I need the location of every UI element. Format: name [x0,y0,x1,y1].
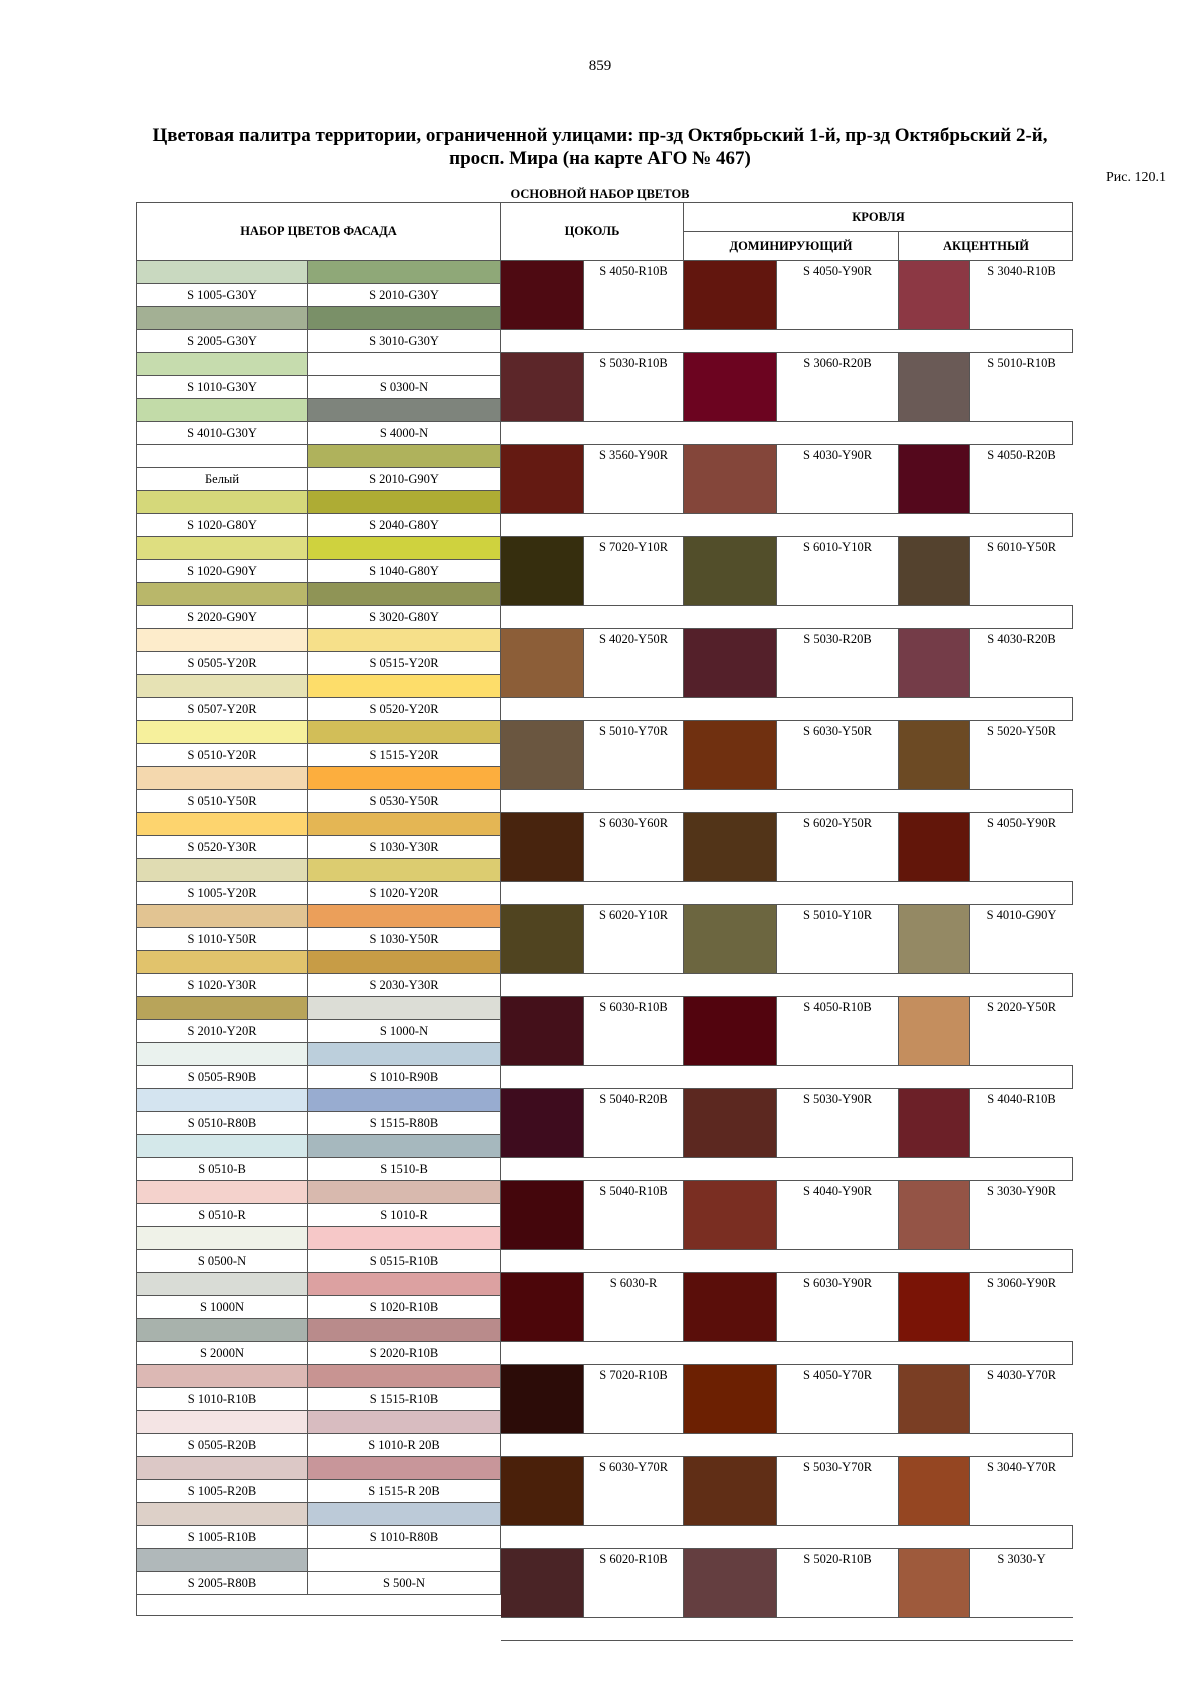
dominant-code: S 6020-Y50R [777,813,899,882]
dominant-code: S 5030-R20B [777,629,899,698]
facade-code: S 2020-R10B [308,1342,501,1365]
facade-swatch [137,1135,308,1158]
facade-code: S 0505-R20B [137,1434,308,1457]
facade-code: S 0520-Y30R [137,836,308,859]
row-gap [501,1066,1073,1089]
facade-swatch [137,1549,308,1572]
facade-swatch [308,1365,501,1388]
plinth-code: S 5030-R10B [584,353,684,422]
facade-swatch [308,537,501,560]
accent-swatch [899,1273,970,1342]
accent-swatch [899,629,970,698]
accent-swatch [899,997,970,1066]
facade-code: S 0510-R [137,1204,308,1227]
plinth-code: S 5040-R20B [584,1089,684,1158]
title-line-2: просп. Мира (на карте АГО № 467) [449,148,751,169]
facade-code: S 1515-R80B [308,1112,501,1135]
plinth-swatch [501,353,584,422]
accent-code: S 2020-Y50R [970,997,1073,1066]
facade-swatch [137,1273,308,1296]
row-gap [501,514,1073,537]
dominant-code: S 4040-Y90R [777,1181,899,1250]
facade-swatch [137,353,308,376]
facade-code: S 2000N [137,1342,308,1365]
plinth-code: S 3560-Y90R [584,445,684,514]
header-roof: КРОВЛЯ [684,203,1073,232]
accent-code: S 4050-Y90R [970,813,1073,882]
facade-swatch [308,1411,501,1434]
header-accent: АКЦЕНТНЫЙ [899,232,1073,261]
row-gap [501,1618,1073,1641]
facade-swatch [137,1181,308,1204]
accent-swatch [899,261,970,330]
dominant-code: S 6010-Y10R [777,537,899,606]
facade-swatch [137,1043,308,1066]
dominant-code: S 4050-Y70R [777,1365,899,1434]
facade-code: S 0515-Y20R [308,652,501,675]
facade-swatch [308,1227,501,1250]
dominant-swatch [684,721,777,790]
facade-code: S 0505-R90B [137,1066,308,1089]
facade-swatch [137,307,308,330]
page-number: 859 [588,58,612,74]
accent-code: S 3040-R10B [970,261,1073,330]
dominant-swatch [684,813,777,882]
accent-swatch [899,1549,970,1618]
facade-code: S 0520-Y20R [308,698,501,721]
plinth-swatch [501,537,584,606]
facade-swatch [137,629,308,652]
facade-code: S 1020-Y30R [137,974,308,997]
plinth-swatch [501,1273,584,1342]
facade-swatch [308,629,501,652]
dominant-code: S 3060-R20B [777,353,899,422]
facade-swatch [308,951,501,974]
row-gap [501,606,1073,629]
facade-code: S 0515-R10B [308,1250,501,1273]
plinth-code: S 6020-Y10R [584,905,684,974]
color-palette-table [136,202,1073,1616]
facade-swatch [137,491,308,514]
plinth-swatch [501,445,584,514]
page-title [120,124,1080,170]
accent-swatch [899,537,970,606]
facade-code: S 2010-Y20R [137,1020,308,1043]
accent-swatch [899,905,970,974]
facade-code: S 4010-G30Y [137,422,308,445]
facade-swatch [137,1319,308,1342]
dominant-swatch [684,1273,777,1342]
facade-code: Белый [137,468,308,491]
facade-code: S 1000N [137,1296,308,1319]
plinth-code: S 6030-R10B [584,997,684,1066]
facade-code: S 500-N [308,1572,501,1595]
facade-code: S 0300-N [308,376,501,399]
facade-code: S 0510-R80B [137,1112,308,1135]
facade-swatch [308,1457,501,1480]
facade-code: S 1020-G80Y [137,514,308,537]
facade-code: S 2010-G90Y [308,468,501,491]
facade-code: S 1010-Y50R [137,928,308,951]
dominant-code: S 4050-Y90R [777,261,899,330]
accent-code: S 6010-Y50R [970,537,1073,606]
accent-swatch [899,1089,970,1158]
facade-code: S 1020-G90Y [137,560,308,583]
header-dominant: ДОМИНИРУЮЩИЙ [684,232,899,261]
facade-code: S 2010-G30Y [308,284,501,307]
facade-swatch [137,905,308,928]
row-gap [501,330,1073,353]
accent-code: S 3060-Y90R [970,1273,1073,1342]
dominant-code: S 4050-R10B [777,997,899,1066]
row-gap [501,1250,1073,1273]
facade-swatch [308,583,501,606]
facade-swatch [137,261,308,284]
accent-swatch [899,1457,970,1526]
plinth-swatch [501,1457,584,1526]
facade-swatch [137,1089,308,1112]
plinth-swatch [501,261,584,330]
facade-swatch [137,537,308,560]
row-gap [501,1434,1073,1457]
facade-swatch [308,445,501,468]
accent-swatch [899,721,970,790]
dominant-swatch [684,537,777,606]
facade-code: S 2005-G30Y [137,330,308,353]
facade-swatch [137,1503,308,1526]
plinth-code: S 4020-Y50R [584,629,684,698]
facade-swatch [308,1503,501,1526]
accent-code: S 5010-R10B [970,353,1073,422]
facade-code: S 1005-Y20R [137,882,308,905]
facade-code: S 3010-G30Y [308,330,501,353]
facade-code: S 1010-R10B [137,1388,308,1411]
plinth-code: S 6030-Y60R [584,813,684,882]
facade-code: S 1515-R10B [308,1388,501,1411]
plinth-swatch [501,905,584,974]
facade-code: S 0510-Y20R [137,744,308,767]
plinth-code: S 6020-R10B [584,1549,684,1618]
facade-swatch [308,353,501,376]
facade-swatch [137,399,308,422]
accent-code: S 5020-Y50R [970,721,1073,790]
facade-swatch [137,859,308,882]
dominant-swatch [684,1457,777,1526]
accent-swatch [899,813,970,882]
row-gap [501,1526,1073,1549]
dominant-swatch [684,1181,777,1250]
facade-swatch [137,445,308,468]
dominant-swatch [684,905,777,974]
facade-code: S 1005-R10B [137,1526,308,1549]
accent-code: S 4030-R20B [970,629,1073,698]
facade-swatch [137,1227,308,1250]
plinth-code: S 7020-R10B [584,1365,684,1434]
plinth-code: S 7020-Y10R [584,537,684,606]
plinth-swatch [501,1549,584,1618]
facade-code: S 2005-R80B [137,1572,308,1595]
dominant-code: S 5030-Y90R [777,1089,899,1158]
facade-swatch [308,1043,501,1066]
facade-swatch [308,905,501,928]
accent-code: S 3030-Y [970,1549,1073,1618]
dominant-swatch [684,1365,777,1434]
facade-code: S 1030-Y30R [308,836,501,859]
dominant-swatch [684,997,777,1066]
plinth-swatch [501,1181,584,1250]
facade-swatch [308,721,501,744]
facade-code: S 1515-Y20R [308,744,501,767]
facade-code: S 0510-Y50R [137,790,308,813]
facade-code: S 1005-G30Y [137,284,308,307]
facade-swatch [137,813,308,836]
row-gap [501,882,1073,905]
row-gap [501,790,1073,813]
facade-swatch [308,1089,501,1112]
dominant-code: S 4030-Y90R [777,445,899,514]
facade-code: S 2040-G80Y [308,514,501,537]
facade-code: S 1010-G30Y [137,376,308,399]
row-gap [501,1342,1073,1365]
facade-swatch [137,1365,308,1388]
dominant-swatch [684,261,777,330]
facade-swatch [308,997,501,1020]
dominant-code: S 6030-Y90R [777,1273,899,1342]
dominant-swatch [684,1089,777,1158]
color-set-title: ОСНОВНОЙ НАБОР ЦВЕТОВ [510,187,690,201]
plinth-swatch [501,1365,584,1434]
facade-code: S 0530-Y50R [308,790,501,813]
facade-code: S 1000-N [308,1020,501,1043]
facade-swatch [308,813,501,836]
facade-swatch [137,997,308,1020]
dominant-code: S 5010-Y10R [777,905,899,974]
facade-swatch [308,675,501,698]
plinth-swatch [501,629,584,698]
facade-swatch [308,1135,501,1158]
title-line-1: Цветовая палитра территории, ограниченной улицами: пр-зд Октябрьский 1-й, пр-зд Октябрьский 2-й, [152,125,1048,146]
facade-code: S 1010-R 20B [308,1434,501,1457]
facade-swatch [137,583,308,606]
facade-code: S 4000-N [308,422,501,445]
plinth-swatch [501,997,584,1066]
plinth-swatch [501,721,584,790]
dominant-code: S 5020-R10B [777,1549,899,1618]
plinth-code: S 6030-R [584,1273,684,1342]
facade-swatch [308,1319,501,1342]
facade-swatch [137,1411,308,1434]
facade-code: S 1010-R [308,1204,501,1227]
dominant-code: S 5030-Y70R [777,1457,899,1526]
facade-swatch [137,721,308,744]
accent-code: S 3030-Y90R [970,1181,1073,1250]
accent-code: S 4040-R10B [970,1089,1073,1158]
facade-code: S 1040-G80Y [308,560,501,583]
accent-code: S 4030-Y70R [970,1365,1073,1434]
facade-swatch [137,675,308,698]
facade-swatch [308,399,501,422]
facade-code: S 2020-G90Y [137,606,308,629]
facade-code: S 1010-R90B [308,1066,501,1089]
accent-swatch [899,353,970,422]
plinth-swatch [501,813,584,882]
facade-code: S 0500-N [137,1250,308,1273]
figure-label: Рис. 120.1 [1106,170,1166,185]
facade-swatch [137,767,308,790]
row-gap [501,974,1073,997]
dominant-swatch [684,445,777,514]
row-gap [501,1158,1073,1181]
facade-code: S 3020-G80Y [308,606,501,629]
accent-code: S 3040-Y70R [970,1457,1073,1526]
facade-code: S 0510-B [137,1158,308,1181]
dominant-code: S 6030-Y50R [777,721,899,790]
facade-swatch [308,307,501,330]
plinth-code: S 6030-Y70R [584,1457,684,1526]
facade-code: S 1020-Y20R [308,882,501,905]
facade-code: S 2030-Y30R [308,974,501,997]
row-gap [501,698,1073,721]
plinth-code: S 5040-R10B [584,1181,684,1250]
header-plinth: ЦОКОЛЬ [501,203,684,261]
facade-swatch [308,767,501,790]
accent-swatch [899,1365,970,1434]
facade-swatch [308,859,501,882]
accent-swatch [899,445,970,514]
facade-code: S 1005-R20B [137,1480,308,1503]
facade-swatch [308,1549,501,1572]
dominant-swatch [684,353,777,422]
facade-swatch [137,951,308,974]
facade-code: S 1510-B [308,1158,501,1181]
facade-swatch [308,1181,501,1204]
plinth-swatch [501,1089,584,1158]
facade-code: S 1030-Y50R [308,928,501,951]
plinth-code: S 4050-R10B [584,261,684,330]
accent-code: S 4050-R20B [970,445,1073,514]
plinth-code: S 5010-Y70R [584,721,684,790]
facade-code: S 0505-Y20R [137,652,308,675]
facade-swatch [308,1273,501,1296]
facade-swatch [308,491,501,514]
dominant-swatch [684,1549,777,1618]
accent-swatch [899,1181,970,1250]
facade-swatch [137,1457,308,1480]
accent-code: S 4010-G90Y [970,905,1073,974]
facade-code: S 1020-R10B [308,1296,501,1319]
facade-code: S 1010-R80B [308,1526,501,1549]
row-gap [501,422,1073,445]
dominant-swatch [684,629,777,698]
facade-code: S 0507-Y20R [137,698,308,721]
facade-swatch [308,261,501,284]
header-facade: НАБОР ЦВЕТОВ ФАСАДА [137,203,501,261]
facade-code: S 1515-R 20B [308,1480,501,1503]
